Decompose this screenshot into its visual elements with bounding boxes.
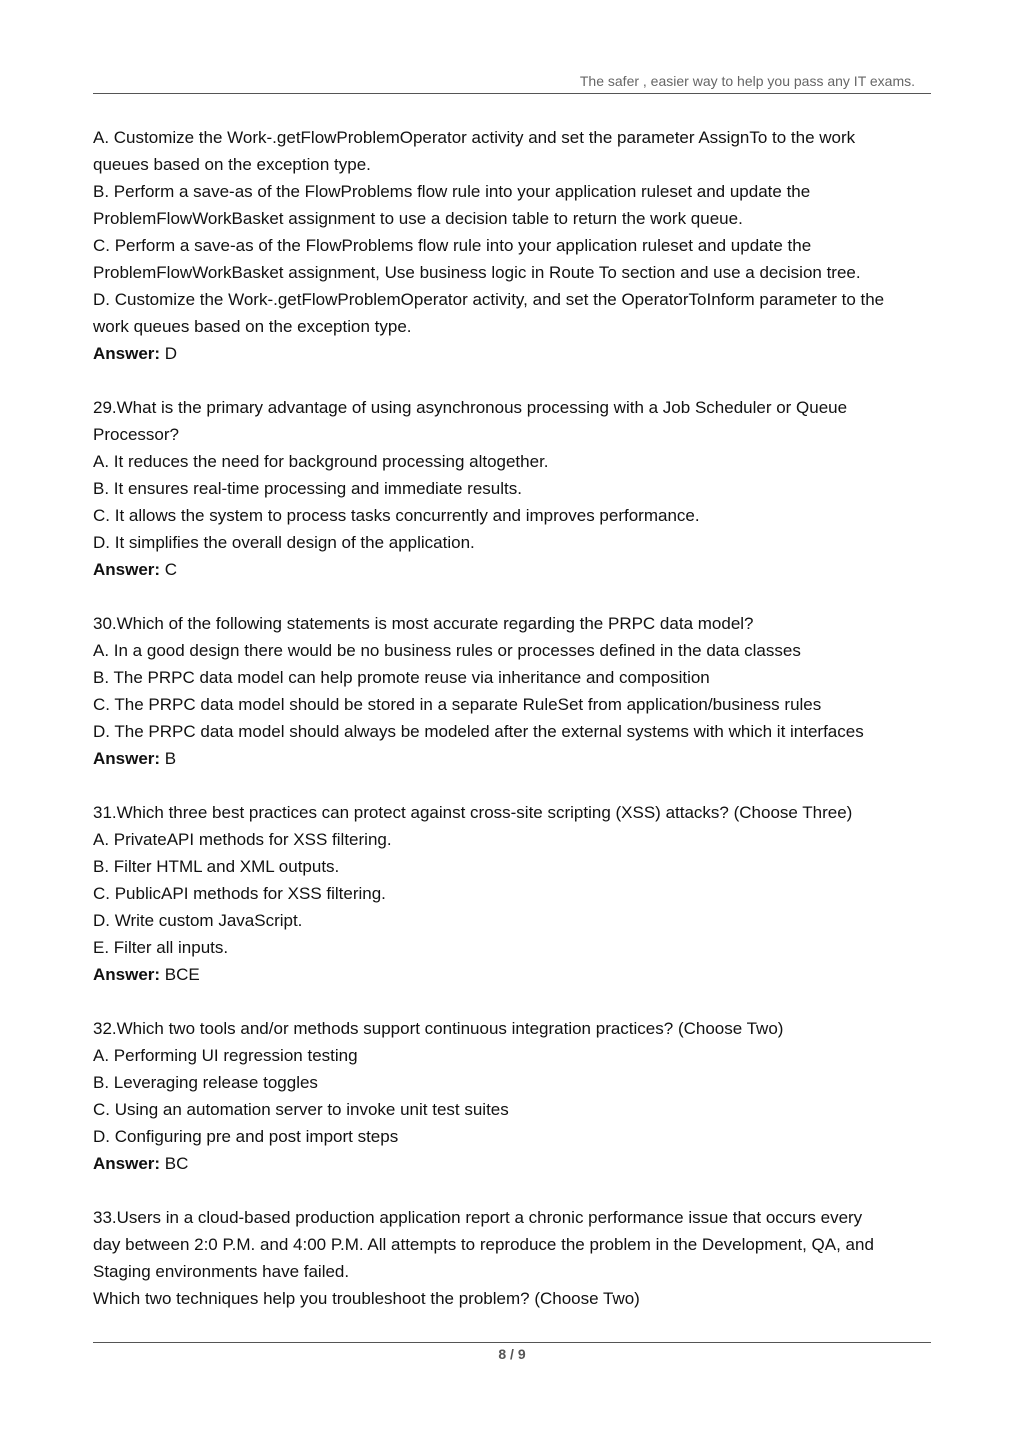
answer-label: Answer: (93, 749, 161, 768)
question-32 (93, 1015, 938, 1177)
option-text: B. The PRPC data model can help promote reuse via inheritance and composition (93, 668, 710, 687)
answer-value: B (160, 749, 177, 768)
header-divider (93, 93, 931, 94)
spacer (93, 583, 938, 610)
answer-label: Answer: (93, 560, 161, 579)
option-text: ProblemFlowWorkBasket assignment, Use business logic in Route To section and use a decision tree. (93, 263, 861, 282)
answer-value: C (160, 560, 178, 579)
question-28-options (93, 124, 938, 367)
option-text: D. Configuring pre and post import steps (93, 1127, 399, 1146)
option-text: D. The PRPC data model should always be modeled after the external systems with which it interfaces (93, 722, 864, 741)
spacer (93, 367, 938, 394)
question-text: 30.Which of the following statements is most accurate regarding the PRPC data model? (93, 614, 754, 633)
question-text: 32.Which two tools and/or methods support continuous integration practices? (Choose Two) (93, 1019, 784, 1038)
question-29 (93, 394, 938, 583)
spacer (93, 1177, 938, 1204)
answer-value: BC (160, 1154, 189, 1173)
option-text: ProblemFlowWorkBasket assignment to use a decision table to return the work queue. (93, 209, 743, 228)
header-tagline: The safer , easier way to help you pass any IT exams. (579, 73, 915, 89)
option-text: B. It ensures real-time processing and immediate results. (93, 479, 522, 498)
answer-value: BCE (160, 965, 200, 984)
option-text: queues based on the exception type. (93, 155, 371, 174)
answer-line (93, 340, 938, 367)
question-text: Processor? (93, 425, 179, 444)
answer-line (93, 745, 938, 772)
option-text: A. In a good design there would be no business rules or processes defined in the data classes (93, 641, 801, 660)
question-text: 31.Which three best practices can protect against cross-site scripting (XSS) attacks? (Choose Three) (93, 803, 853, 822)
option-text: D. It simplifies the overall design of the application. (93, 533, 475, 552)
option-text: C. The PRPC data model should be stored in a separate RuleSet from application/business rules (93, 695, 822, 714)
option-text: B. Perform a save-as of the FlowProblems flow rule into your application ruleset and update the (93, 182, 811, 201)
answer-label: Answer: (93, 344, 161, 363)
option-text: C. Perform a save-as of the FlowProblems flow rule into your application ruleset and update the (93, 236, 812, 255)
option-text: D. Write custom JavaScript. (93, 911, 303, 930)
answer-label: Answer: (93, 1154, 161, 1173)
option-text: A. It reduces the need for background processing altogether. (93, 452, 549, 471)
answer-value: D (160, 344, 178, 363)
answer-line (93, 961, 938, 988)
option-text: C. PublicAPI methods for XSS filtering. (93, 884, 386, 903)
answer-label: Answer: (93, 965, 161, 984)
option-text: A. PrivateAPI methods for XSS filtering. (93, 830, 392, 849)
option-text: B. Leveraging release toggles (93, 1073, 318, 1092)
option-text: A. Customize the Work-.getFlowProblemOperator activity and set the parameter AssignTo to the work (93, 128, 856, 147)
spacer (93, 772, 938, 799)
option-text: B. Filter HTML and XML outputs. (93, 857, 340, 876)
document-body (93, 124, 938, 1312)
spacer (93, 988, 938, 1015)
option-text: E. Filter all inputs. (93, 938, 229, 957)
question-text: 33.Users in a cloud-based production application report a chronic performance issue that occurs every (93, 1208, 863, 1227)
question-31 (93, 799, 938, 988)
option-text: C. It allows the system to process tasks concurrently and improves performance. (93, 506, 700, 525)
question-text: day between 2:0 P.M. and 4:00 P.M. All attempts to reproduce the problem in the Development, QA, and (93, 1235, 874, 1254)
question-text: Staging environments have failed. (93, 1262, 350, 1281)
question-30 (93, 610, 938, 772)
answer-line (93, 556, 938, 583)
page-number: 8 / 9 (498, 1346, 526, 1362)
option-text: A. Performing UI regression testing (93, 1046, 358, 1065)
question-33 (93, 1204, 938, 1312)
answer-line (93, 1150, 938, 1177)
question-text: Which two techniques help you troubleshoot the problem? (Choose Two) (93, 1289, 640, 1308)
question-text: 29.What is the primary advantage of using asynchronous processing with a Job Scheduler or Queue (93, 398, 848, 417)
option-text: work queues based on the exception type. (93, 317, 412, 336)
option-text: D. Customize the Work-.getFlowProblemOperator activity, and set the OperatorToInform parameter to the (93, 290, 885, 309)
footer-divider (93, 1342, 931, 1343)
option-text: C. Using an automation server to invoke unit test suites (93, 1100, 509, 1119)
